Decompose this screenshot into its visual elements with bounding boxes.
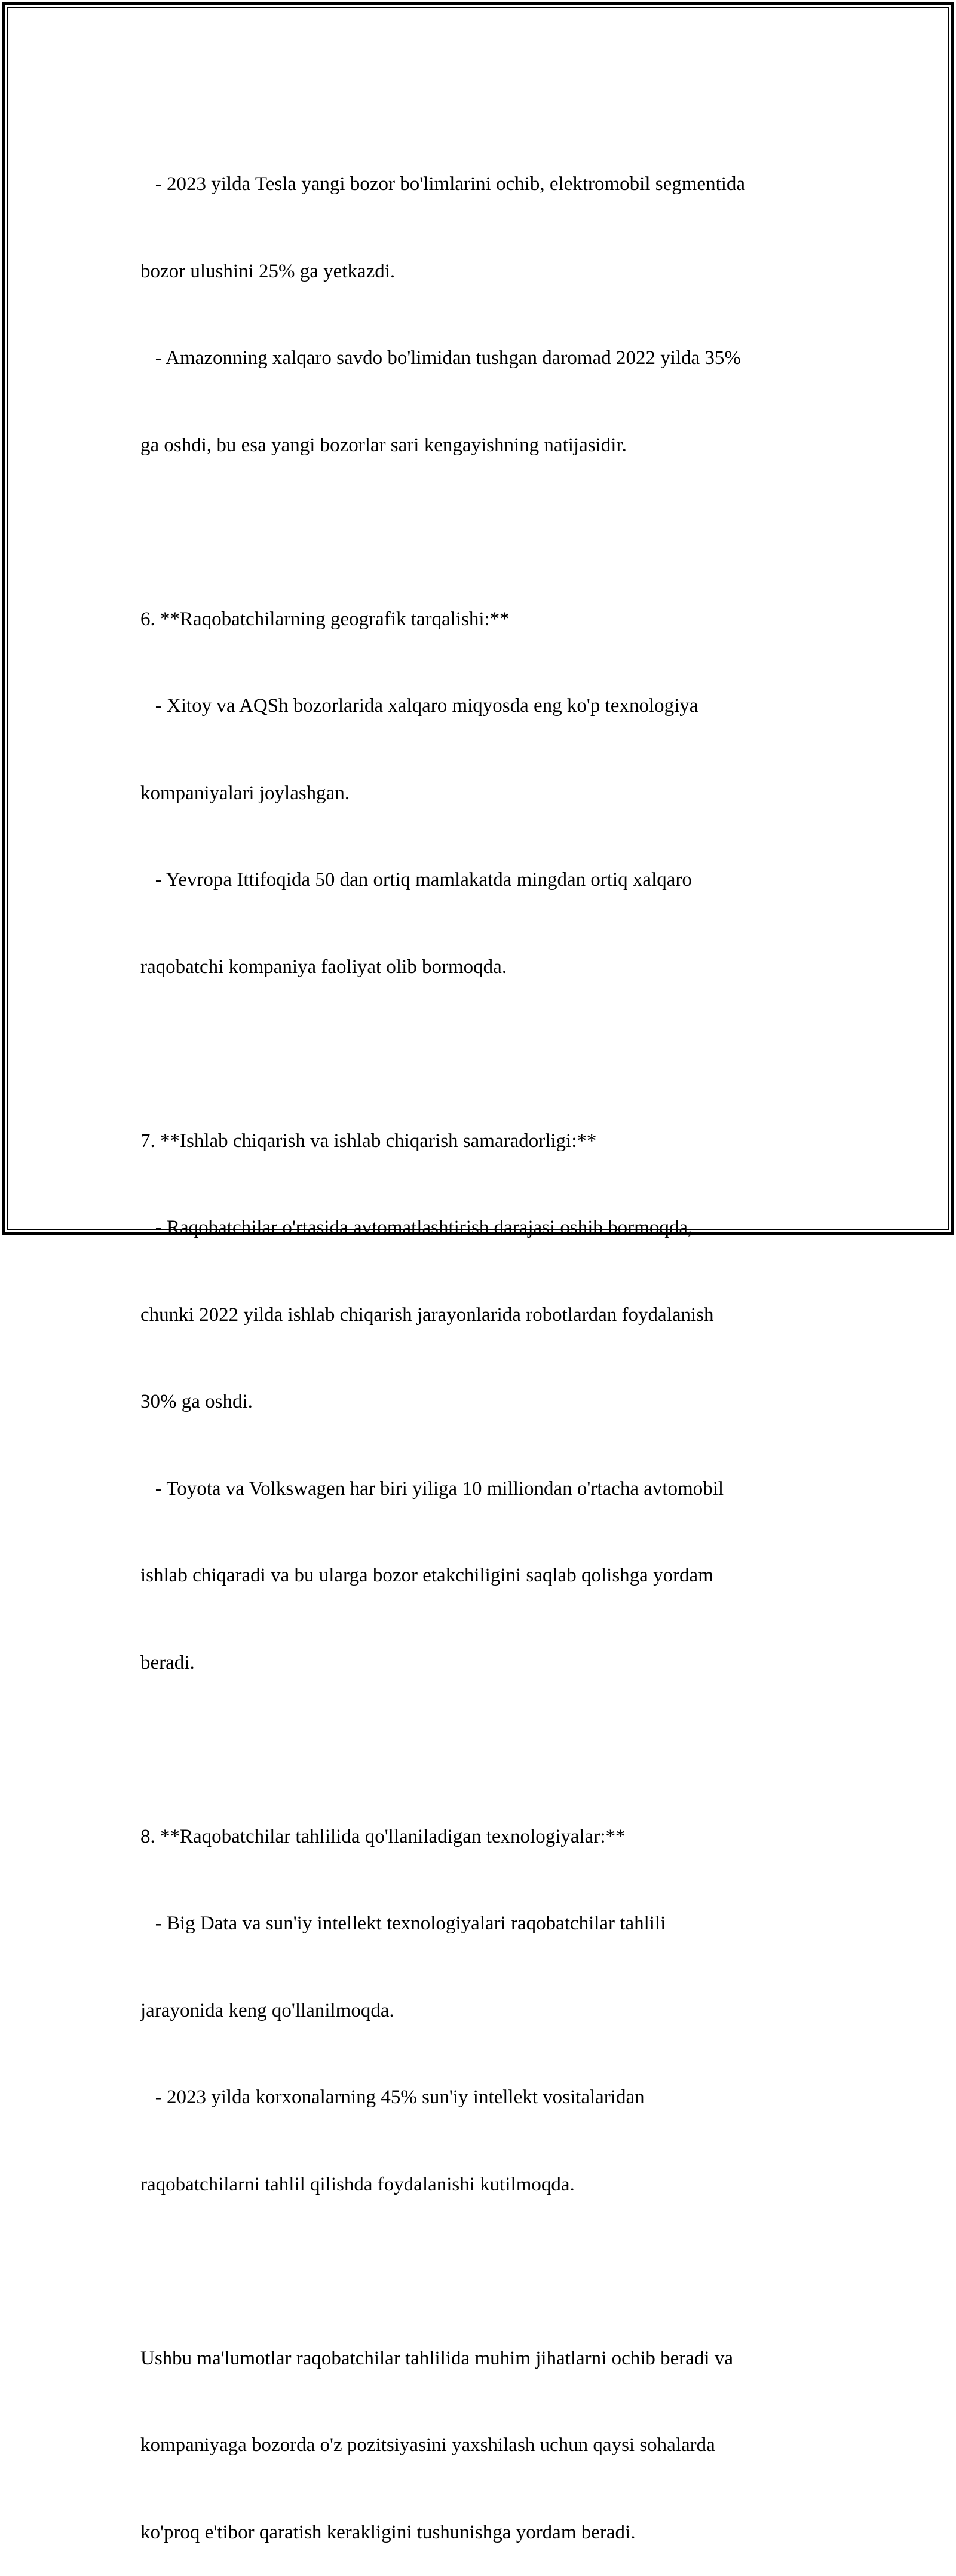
section-heading: 7. **Ishlab chiqarish va ishlab chiqarish samaradorligi:** (140, 1130, 597, 1152)
text-line: - Raqobatchilar o'rtasida avtomatlashtirish darajasi oshib bormoqda, (140, 1217, 693, 1238)
conclusion-line: kompaniyaga bozorda o'z pozitsiyasini yaxshilash uchun qaysi sohalarda (140, 2434, 715, 2456)
text-line: ishlab chiqaradi va bu ularga bozor etakchiligini saqlab qolishga yordam (140, 1565, 713, 1586)
text-line: beradi. (140, 1651, 195, 1674)
text-line: - 2023 yilda Tesla yangi bozor bo'limlarini ochib, elektromobil segmentida (140, 173, 746, 195)
blank-line (140, 2257, 816, 2286)
text-line: ga oshdi, bu esa yangi bozorlar sari kengayishning natijasidir. (140, 434, 627, 456)
text-line: - Amazonning xalqaro savdo bo'limidan tushgan daromad 2022 yilda 35% (140, 347, 741, 369)
blank-line (140, 518, 816, 547)
text-line: - Toyota va Volkswagen har biri yiliga 10 milliondan o'rtacha avtomobil (140, 1477, 724, 1500)
text-line: - Yevropa Ittifoqida 50 dan ortiq mamlakatda mingdan ortiq xalqaro (140, 869, 692, 891)
text-line: kompaniyalari joylashgan. (140, 782, 350, 804)
document-body (140, 112, 816, 2576)
blank-line (140, 1735, 816, 1764)
conclusion-line: Ushbu ma'lumotlar raqobatchilar tahlilida muhim jihatlarni ochib beradi va (140, 2347, 733, 2369)
section-heading: 6. **Raqobatchilarning geografik tarqalishi:** (140, 608, 510, 630)
section-heading: 8. **Raqobatchilar tahlilida qo'llaniladigan texnologiyalar:** (140, 1825, 626, 1847)
text-line: jarayonida keng qo'llanilmoqda. (140, 1999, 394, 2021)
text-line: bozor ulushini 25% ga yetkazdi. (140, 260, 396, 282)
text-line: - Big Data va sun'iy intellekt texnologiyalari raqobatchilar tahlili (140, 1913, 666, 1934)
blank-line (140, 1039, 816, 1069)
text-line: chunki 2022 yilda ishlab chiqarish jarayonlarida robotlardan foydalanish (140, 1304, 714, 1326)
text-line: 30% ga oshdi. (140, 1391, 253, 1412)
text-line: raqobatchi kompaniya faoliyat olib bormoqda. (140, 956, 507, 978)
text-line: raqobatchilarni tahlil qilishda foydalanishi kutilmoqda. (140, 2173, 575, 2195)
conclusion-line: ko'proq e'tibor qaratish kerakligini tushunishga yordam beradi. (140, 2521, 636, 2543)
text-line: - 2023 yilda korxonalarning 45% sun'iy intellekt vositalaridan (140, 2087, 645, 2108)
text-line: - Xitoy va AQSh bozorlarida xalqaro miqyosda eng ko'p texnologiya (140, 695, 698, 717)
